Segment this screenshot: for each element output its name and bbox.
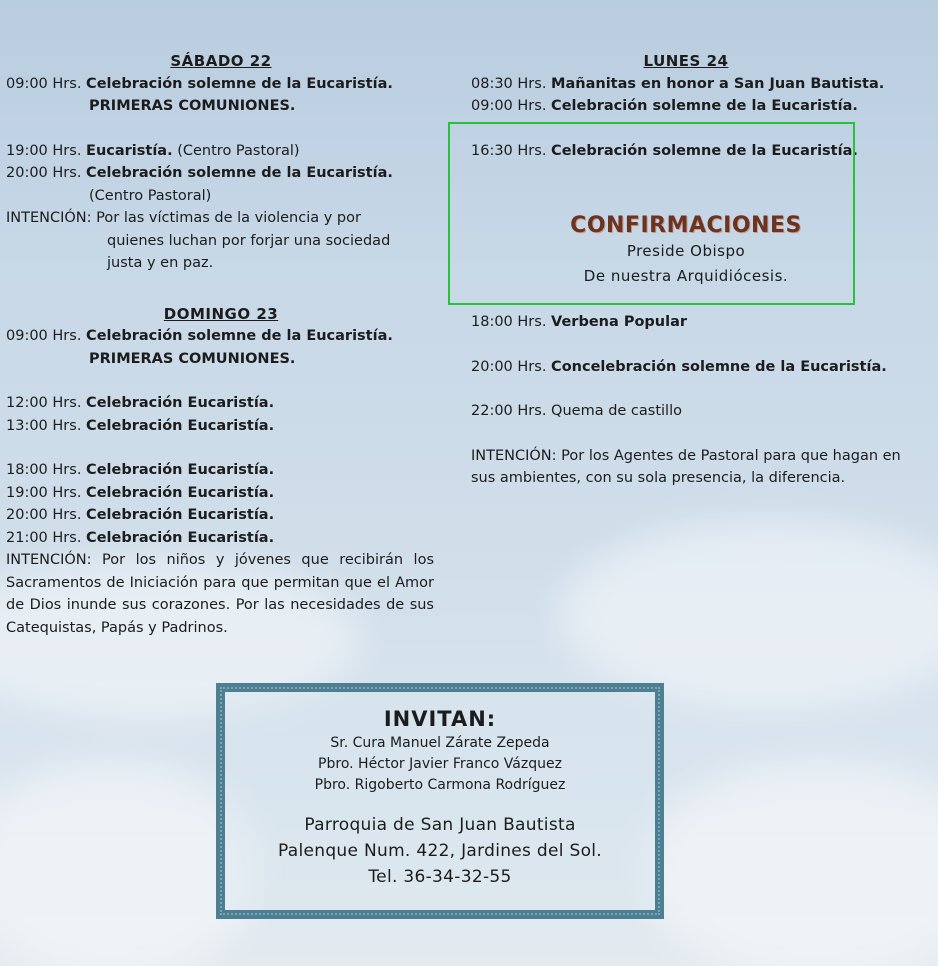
saturday-heading: SÁBADO 22 [170, 52, 272, 70]
parish-address: Palenque Num. 422, Jardines del Sol. [277, 841, 603, 861]
intention-line: sus ambientes, con su sola presencia, la diferencia. [471, 470, 846, 486]
intention: INTENCIÓN: Por los niños y jóvenes que recibirán los Sacramentos de Iniciación para que permitan que el Amor de Dios inunde sus corazones. Por las necesidades de sus Catequistas, Papás y Padrinos. [6, 552, 434, 636]
schedule-entry: 09:00 Hrs. Celebración solemne de la Eucaristía. [6, 328, 393, 344]
invitation-box [216, 683, 664, 919]
schedule-entry: 19:00 Hrs. Celebración Eucaristía. [6, 484, 275, 501]
confirmations-title: CONFIRMACIONES [570, 213, 802, 238]
schedule-entry: 19:00 Hrs. Eucaristía. (Centro Pastoral) [6, 142, 300, 159]
schedule-entry: 13:00 Hrs. Celebración Eucaristía. [6, 417, 275, 434]
intention: INTENCIÓN: Por las víctimas de la violencia y por [6, 210, 361, 226]
schedule-entry: 18:00 Hrs. Celebración Eucaristía. [6, 462, 275, 478]
confirmations-presider: Preside Obispo [626, 242, 746, 260]
schedule-entry: 21:00 Hrs. Celebración Eucaristía. [6, 529, 275, 546]
left-column [6, 50, 436, 639]
schedule-entry: 18:00 Hrs. Verbena Popular [471, 314, 688, 330]
confirmations-diocese: De nuestra Arquidiócesis. [583, 267, 789, 285]
schedule-entry: PRIMERAS COMUNIONES. [89, 98, 296, 114]
schedule-entry: 20:00 Hrs. Celebración Eucaristía. [6, 507, 275, 523]
inviter-name: Pbro. Héctor Javier Franco Vázquez [318, 756, 562, 772]
schedule-entry: 09:00 Hrs. Celebración solemne de la Eucaristía. [6, 75, 393, 92]
intention-line: justa y en paz. [107, 255, 214, 271]
schedule-entry: 09:00 Hrs. Celebración solemne de la Eucaristía. [471, 98, 858, 114]
schedule-entry: PRIMERAS COMUNIONES. [89, 350, 296, 367]
intention-line: quienes luchan por forjar una sociedad [107, 232, 391, 249]
schedule-entry: 12:00 Hrs. Celebración Eucaristía. [6, 395, 275, 411]
schedule-entry: 20:00 Hrs. Concelebración solemne de la Eucaristía. [471, 358, 887, 375]
schedule-entry: 08:30 Hrs. Mañanitas en honor a San Juan Bautista. [471, 75, 885, 92]
inviter-name: Pbro. Rigoberto Carmona Rodríguez [314, 777, 566, 793]
parish-phone: Tel. 36-34-32-55 [368, 867, 512, 887]
right-column-lower [471, 311, 901, 490]
intention: INTENCIÓN: Por los Agentes de Pastoral para que hagan en [471, 447, 901, 464]
schedule-entry: 22:00 Hrs. Quema de castillo [471, 403, 682, 419]
invite-title: INVITAN: [383, 707, 497, 731]
schedule-entry: (Centro Pastoral) [89, 187, 212, 204]
schedule-entry: 20:00 Hrs. Celebración solemne de la Eucaristía. [6, 165, 393, 181]
monday-heading: LUNES 24 [643, 52, 729, 70]
parish-name: Parroquia de San Juan Bautista [304, 815, 576, 835]
sunday-heading: DOMINGO 23 [163, 304, 279, 323]
schedule-entry: 16:30 Hrs. Celebración solemne de la Eucaristía. [471, 142, 858, 159]
inviter-name: Sr. Cura Manuel Zárate Zepeda [330, 735, 550, 751]
